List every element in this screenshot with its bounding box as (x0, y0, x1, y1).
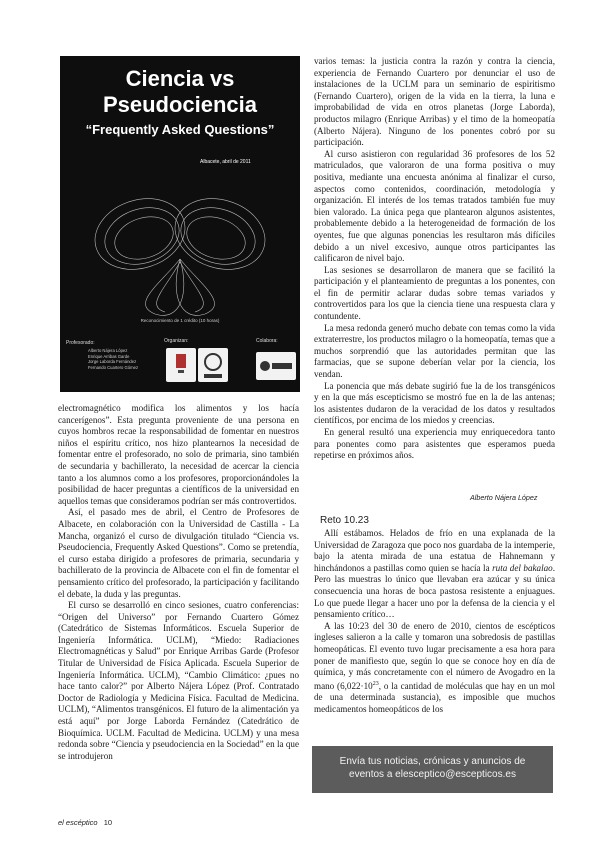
poster-title (60, 66, 300, 118)
organizer-logo-1 (166, 348, 196, 382)
lorenz-attractor-graphic (60, 164, 300, 334)
paragraph: electromagnético modifica los alimentos y los hacía cancerígenos”. Esta pregunta proveniente de una persona en cuyos hombros recae la responsabilidad de fomentar en nuestros niños el espíritu crítico, nos hizo plantearnos la necesidad de fomentar entre el profesorado, no solo de primaria, sino también de secundaria y bachillerato, la necesidad de acercar la ciencia tanto a los alumnos como a los profesores, proporcionándoles la posibilidad de hacer preguntas a científicos de la universidad en aquellos temas que consideramos podrían ser más controvertidos. (58, 403, 299, 506)
organizer-logo-2 (198, 348, 228, 382)
reto-body (314, 528, 555, 716)
uclm-logo-icon (256, 352, 296, 380)
exponent: 23 (372, 680, 379, 687)
poster-place-date: Albacete, abril de 2011 (200, 159, 251, 165)
poster-collaborator-label: Colabora: (256, 338, 278, 344)
list-item: Enrique Arribas Garde (88, 353, 130, 359)
banner-line-1: Envía tus noticias, crónicas y anuncios de (339, 756, 526, 767)
reto-title: Reto 10.23 (320, 515, 369, 526)
paragraph: En general resultó una experiencia muy enriquecedora tanto para ponentes como para asistentes que esperamos pueda repetirse en próximos años. (314, 427, 555, 461)
paragraph: El curso se desarrolló en cinco sesiones, cuatro conferencias: “Origen del Universo” por Fernando Cuartero Gómez (Catedrático de Sistemas Informáticos. Escuela Superior de Ingeniería Informática. UCLM), “Miedo: Radiaciones Electromagnéticas y Salud” por Enrique Arribas Garde (Profesor Titular de Universidad de Física Aplicada. Escuela Superior de Ingeniería Informática. UCLM), “Cambio Climático: ¿pues no hace tanto calor?” por Alberto Nájera López (Prof. Contratado Doctor de Radiología y Medicina Física. Facultad de Medicina. UCLM), “Alimentos transgénicos. El futuro de la alimentación ya está aquí” por Jorge Laborda Fernández (Catedrático de Bioquímica. UCLM. Facultad de Medicina. UCLM) y una mesa redonda sobre “Ciencia y pseudociencia en la Sociedad” en la que se introdujeron (58, 600, 299, 761)
paragraph: Así, el pasado mes de abril, el Centro de Profesores de Albacete, en colaboración con la Universidad de Castilla - La Mancha, organizó el curso de divulgación titulado “Ciencia vs. Pseudociencia, Frequently Asked Questions”. Como se pretendía, el curso estaba dirigido a profesores de primaria, secundaria y bachillerato de la provincia de Albacete con el fin de fomentar el pensamiento crítico del profesorado, la participación y facilitando el debate, la duda y las preguntas. (58, 507, 299, 599)
paragraph: Al curso asistieron con regularidad 36 profesores de los 52 matriculados, que valoraron de una forma positiva o muy positiva, mediante una encuesta anónima al finalizar el curso, aspectos como contenidos, coordinación, metodología y organización. El interés de los temas tratados también fue muy bien valorado. La única pega que plantearon algunos asistentes, probablemente debido a la heterogeneidad de formación de los oyentes, fue que algunas ponencias les resultaron más difíciles debido a un nivel excesivo, aunque otros participantes las calificaron de nivel bajo. (314, 148, 555, 264)
poster-credit: Reconocimiento de 1 crédito (10 horas) (140, 318, 220, 323)
page-footer (58, 818, 112, 827)
list-item: Fernando Cuartero Gómez (88, 364, 139, 370)
news-submission-banner (312, 746, 553, 793)
text-run: Allí estábamos. Helados de frío en una explanada de la Universidad de Zaragoza que poco nos guardaba de la intemperie, bajo la atenta mirada de una estatua de Hahnemann y hinchándonos a pastillas como quien se hacía la (314, 528, 555, 573)
paragraph: varios temas: la justicia contra la razón y contra la ciencia, experiencia de Fernando Cuartero por denunciar el uso de instalaciones de la UCLM para un seminario de espiritismo (Fernando Cuartero), origen de la vida en la tierra, la luna e improbabilidad de vida en otros planetas (Jorge Laborda), productos milagro (Enrique Arribas) y el timo de la homeopatía (Alberto Nájera). Ninguno de los ponentes cobró por su participación. (314, 56, 555, 148)
paragraph (314, 528, 555, 621)
poster-subtitle: “Frequently Asked Questions” (85, 122, 275, 137)
text-run: . Pero las muestras lo único que llevaban era azúcar y su única consecuencia una horas de boca pastosa resistente a enjuagues. Lo que puede llegar a hacer uno por la defensa de la ciencia y el pensamiento crítico… (314, 562, 555, 620)
poster-professors-heading: Profesorado: (66, 340, 95, 346)
banner-line-2: eventos a elesceptico@escepticos.es (349, 768, 516, 780)
page-number: 10 (103, 818, 113, 827)
coat-of-arms-icon (166, 348, 196, 382)
italic-text: ruta del bakalao (492, 562, 553, 573)
poster-organizers-label: Organizan: (164, 338, 189, 344)
list-item: Alberto Nájera López (88, 348, 128, 353)
paragraph: Las sesiones se desarrollaron de manera que se facilitó la participación y el planteamiento de preguntas a los ponentes, con el fin de permitir aclarar dudas sobre temas variados y controvertidos para los que la ciencia tiene una respuesta clara y contundente. (314, 264, 555, 322)
magazine-name: el escéptico (58, 818, 98, 827)
collaborator-logo (256, 352, 296, 380)
paragraph (314, 621, 555, 716)
text-run: , o la cantidad de moléculas que hay en un mol de una determinada sustancia), es imposible que muchos medicamentos homeopáticos de los (314, 680, 555, 714)
paragraph: La mesa redonda generó mucho debate con temas como la vida extraterrestre, los productos milagro o la homeopatía, temas que a muchos sorprendió que las autoridades permitan que las farmacias, que se supone deberían velar por la ciencia, los vendan. (314, 322, 555, 380)
list-item: Jorge Laborda Fernández (88, 359, 137, 365)
university-logo-icon (198, 348, 228, 382)
poster-title-line1: Ciencia vs (125, 66, 235, 91)
text-run: A las 10:23 del 30 de enero de 2010, cientos de escépticos ingleses salieron a la calle y tomaron una sobredosis de pastillas homeopáticas. El evento tuvo lugar precisamente a esa hora para poner de manifiesto que, según lo que se conoce hoy en día de química, y más concretamente con el número de Avogadro en la mano (6,022·10 (314, 620, 555, 691)
article-right-column (314, 56, 555, 462)
poster-title-line2: Pseudociencia (102, 92, 258, 117)
paragraph: La ponencia que más debate sugirió fue la de los transgénicos y en la que más escepticismo se mostró fue en la de las antenas; los asistentes dudaron de la veracidad de los datos y resultados científicos, por encima de los miedos y creencias. (314, 380, 555, 426)
course-poster (60, 56, 300, 392)
article-left-column (58, 403, 299, 762)
poster-professor-list (88, 348, 138, 370)
author-signature: Alberto Nájera López (470, 493, 538, 502)
